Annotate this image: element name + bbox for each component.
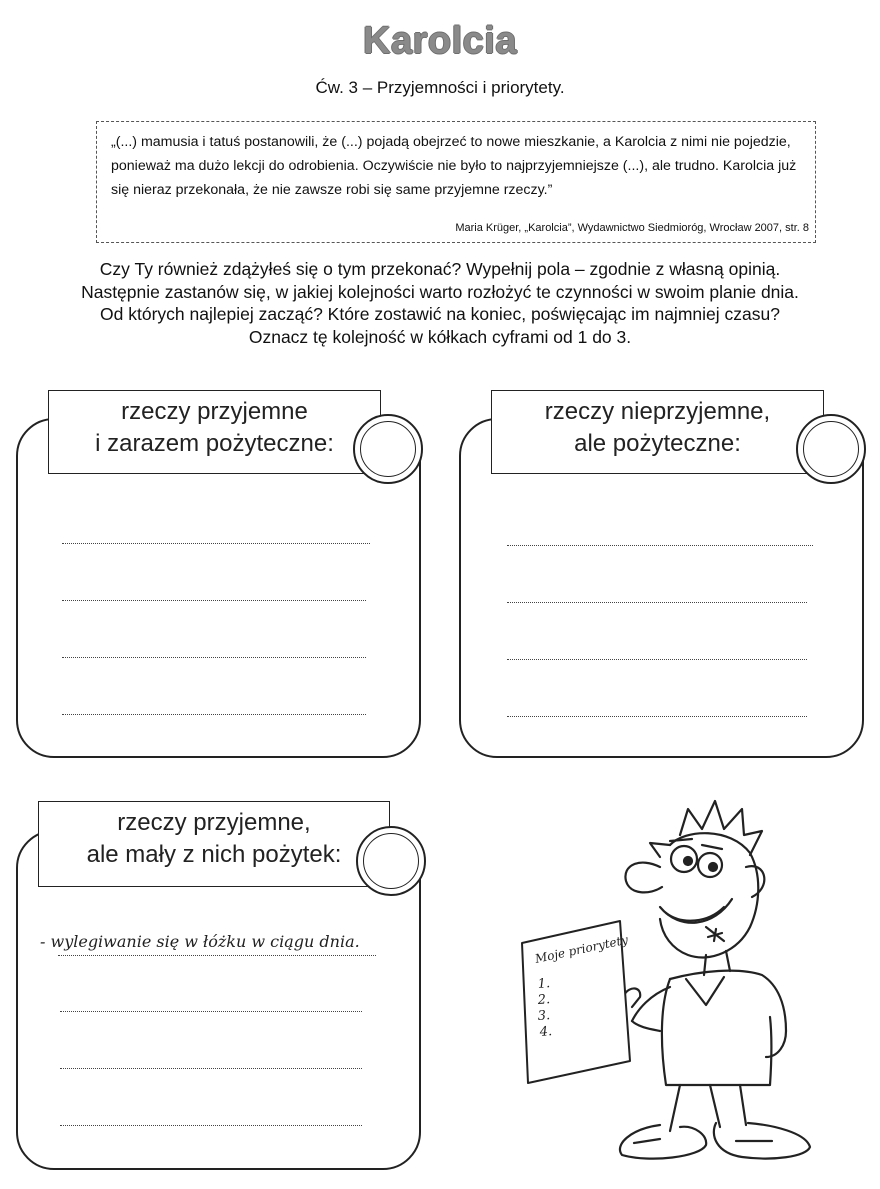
panel-unpleasant-useful-label (491, 390, 824, 474)
handwritten-entry: - wylegiwanie się w łóżku w ciągu dnia. (40, 932, 360, 951)
paper-item: 3. (537, 1008, 551, 1024)
answer-line[interactable] (507, 716, 807, 717)
answer-line[interactable] (62, 600, 366, 601)
boy-illustration (510, 795, 870, 1185)
instruction-line: Od których najlepiej zacząć? Które zostawić na koniec, poświęcając im najmniej czasu? (100, 304, 780, 324)
paper-item: 2. (537, 992, 551, 1008)
answer-line[interactable] (58, 955, 376, 956)
instruction-line: Czy Ty również zdążyłeś się o tym przekonać? Wypełnij pola – zgodnie z własną opinią. (99, 259, 781, 279)
answer-line[interactable] (507, 602, 807, 603)
page-title: Karolcia (363, 20, 517, 62)
instruction-line: Następnie zastanów się, w jakiej kolejności warto rozłożyć te czynności w swoim planie dnia. (81, 281, 799, 302)
exercise-subtitle: Ćw. 3 – Przyjemności i priorytety. (315, 78, 565, 97)
paper-title: Moje priorytety (533, 932, 630, 966)
label-line: ale pożyteczne: (574, 430, 741, 457)
quote-source: Maria Krüger, „Karolcia”, Wydawnictwo Siedmioróg, Wrocław 2007, str. 8 (455, 222, 809, 234)
panel-pleasant-useful-label (48, 390, 381, 474)
label-line: ale mały z nich pożytek: (86, 841, 342, 868)
panel-pleasant-useless-label (38, 801, 390, 887)
label-line: i zarazem pożyteczne: (95, 430, 334, 457)
quote-text: „(...) mamusia i tatuś postanowili, że (...) pojadą obejrzeć to nowe mieszkanie, a Karolcia z nimi nie pojedzie, ponieważ ma dużo lekcji do odrobienia. Oczywiście nie było to najprzyjemniejsze (...), ale trudno. Karolcia już się nieraz przekonała, że nie zawsze robi się same przyjemne rzeczy.” (111, 134, 797, 198)
answer-line[interactable] (62, 543, 370, 544)
label-line: rzeczy przyjemne (121, 398, 308, 425)
label-line: rzeczy przyjemne, (117, 809, 311, 836)
answer-line[interactable] (62, 657, 366, 658)
order-circle-2[interactable] (796, 414, 866, 484)
answer-line[interactable] (60, 1068, 362, 1069)
label-line: rzeczy nieprzyjemne, (544, 398, 771, 425)
order-circle-1[interactable] (353, 414, 423, 484)
quote-box (96, 121, 816, 243)
instructions (20, 258, 860, 348)
answer-line[interactable] (60, 1011, 362, 1012)
order-circle-3[interactable] (356, 826, 426, 896)
answer-line[interactable] (62, 714, 366, 715)
paper-item: 4. (539, 1024, 553, 1040)
answer-line[interactable] (60, 1125, 362, 1126)
priorities-paper (522, 921, 630, 1083)
instruction-line: Oznacz tę kolejność w kółkach cyframi od 1 do 3. (248, 326, 632, 347)
answer-line[interactable] (507, 659, 807, 660)
answer-line[interactable] (507, 545, 813, 546)
paper-item: 1. (537, 976, 551, 992)
